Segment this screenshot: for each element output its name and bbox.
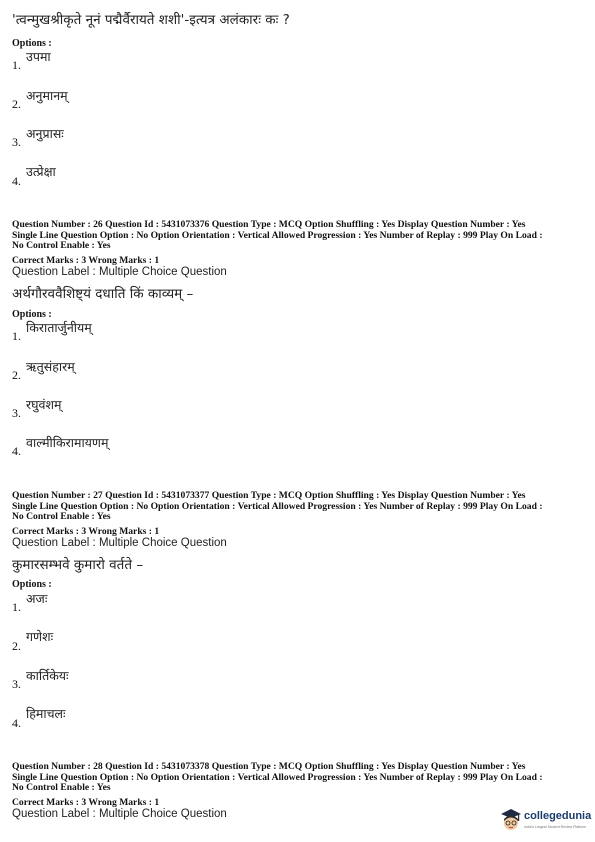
meta-line: No Control Enable : Yes [12,511,111,523]
question-26-text: अर्थगौरववैशिष्ट्यं दधाति किं काव्यम् – [12,286,194,302]
option-number: 1. [12,58,21,72]
meta-line: No Control Enable : Yes [12,240,111,252]
option-text: उपमा [26,49,51,64]
option-number: 2. [12,368,21,382]
question-label: Question Label : Multiple Choice Question [12,808,227,820]
meta-line: Single Line Question Option : No Option Orientation : Vertical Allowed Progression : Yes Number of Replay : 999 Play On Load : [12,771,543,783]
question-27-text: कुमारसम्भवे कुमारो वर्तते – [12,557,144,573]
option-text: अजः [26,591,48,606]
option-number: 3. [12,406,21,420]
meta-line: Single Line Question Option : No Option Orientation : Vertical Allowed Progression : Yes Number of Replay : 999 Play On Load : [12,500,543,512]
option-text: ऋतुसंहारम् [26,359,75,374]
marks-info: Correct Marks : 3 Wrong Marks : 1 [12,797,160,808]
options-heading: Options : [12,579,52,590]
option-number: 2. [12,97,21,111]
logo-tagline: India's Largest Student Review Platform [524,825,587,829]
option-number: 2. [12,639,21,653]
option-number: 4. [12,444,21,458]
option-text: रघुवंशम् [26,397,62,412]
option-text: किरातार्जुनीयम् [26,320,92,335]
question-26-meta [12,220,587,252]
meta-line: Question Number : 26 Question Id : 5431073376 Question Type : MCQ Option Shuffling : Yes Display Question Number : Yes [12,219,526,230]
question-27-meta [12,491,587,523]
option-number: 1. [12,600,21,614]
question-label: Question Label : Multiple Choice Question [12,537,227,549]
option-text: गणेशः [26,629,54,644]
option-number: 4. [12,716,21,730]
question-28-meta [12,762,587,794]
option-text: उत्प्रेक्षा [26,164,56,179]
option-text: वाल्मीकिरामायणम् [26,435,109,450]
option-number: 1. [12,329,21,343]
options-heading: Options : [12,38,52,49]
option-text: अनुमानम् [26,88,68,103]
option-text: हिमाचलः [26,706,66,721]
meta-line: Single Line Question Option : No Option Orientation : Vertical Allowed Progression : Yes Number of Replay : 999 Play On Load : [12,229,543,241]
option-number: 3. [12,677,21,691]
meta-line: Question Number : 27 Question Id : 5431073377 Question Type : MCQ Option Shuffling : Yes Display Question Number : Yes [12,490,526,501]
question-25-text: 'त्वन्मुखश्रीकृते नूनं पद्मैर्वैरायते शशी'-इत्यत्र अलंकारः कः ? [12,12,290,28]
question-label: Question Label : Multiple Choice Question [12,266,227,278]
marks-info: Correct Marks : 3 Wrong Marks : 1 [12,255,160,266]
graduate-face-icon [500,808,522,834]
collegedunia-logo [500,806,592,836]
option-text: कार्तिकेयः [26,668,69,683]
logo-name: collegedunia [524,810,592,822]
options-heading: Options : [12,309,52,320]
option-text: अनुप्रासः [26,126,64,141]
option-number: 4. [12,174,21,188]
option-number: 3. [12,135,21,149]
meta-line: Question Number : 28 Question Id : 5431073378 Question Type : MCQ Option Shuffling : Yes Display Question Number : Yes [12,761,526,772]
marks-info: Correct Marks : 3 Wrong Marks : 1 [12,526,160,537]
meta-line: No Control Enable : Yes [12,782,111,794]
